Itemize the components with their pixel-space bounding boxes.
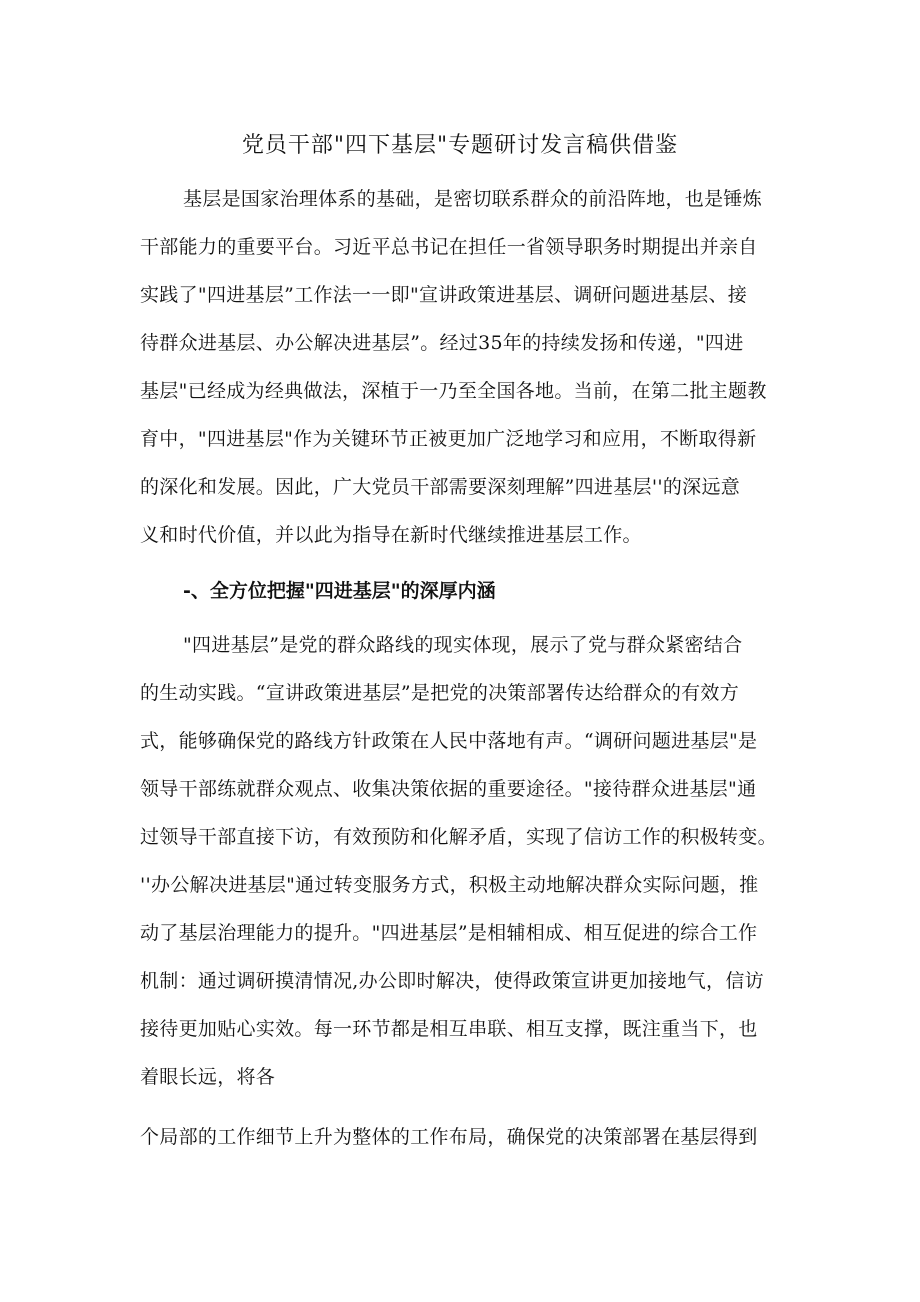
paragraph-3-line: 个局部的工作细节上升为整体的工作布局，确保党的决策部署在基层得到 — [140, 1126, 758, 1148]
paragraph-2-line: 接待更加贴心实效。每一环节都是相互串联、相互支撑，既注重当下，也 — [140, 1018, 758, 1040]
paragraph-1-line: 的深化和发展。因此，广大党员干部需要深刻理解”四进基层''的深远意 — [140, 476, 741, 498]
paragraph-2-line: "四进基层”是党的群众路线的现实体现，展示了党与群众紧密结合 — [183, 634, 743, 656]
paragraph-1-line: 育中，"四进基层"作为关键环节正被更加广泛地学习和应用，不断取得新 — [140, 428, 757, 450]
paragraph-1-line: 干部能力的重要平台。习近平总书记在担任一省领导职务时期提出并亲自 — [140, 236, 758, 258]
paragraph-1-line: 基层是国家治理体系的基础，是密切联系群众的前沿阵地，也是锤炼 — [183, 188, 763, 210]
paragraph-1-line: 基层"已经成为经典做法，深植于一乃至全国各地。当前，在第二批主题教 — [140, 380, 767, 402]
paragraph-2-line: 着眼长远，将各 — [140, 1066, 276, 1088]
paragraph-2-line: 动了基层治理能力的提升。"四进基层”是相辅相成、相互促进的综合工作 — [140, 922, 758, 944]
paragraph-2-line: 机制：通过调研摸清情况,办公即时解决，使得政策宣讲更加接地气，信访 — [140, 970, 764, 992]
paragraph-1-line: 义和时代价值，并以此为指导在新时代继续推进基层工作。 — [140, 524, 642, 546]
paragraph-1-line: 待群众进基层、办公解决进基层”。经过35年的持续发扬和传递，"四进 — [140, 332, 744, 354]
paragraph-2-line: 过领导干部直接下访，有效预防和化解矛盾，实现了信访工作的积极转变。 — [140, 826, 777, 848]
paragraph-2-line: 式，能够确保党的路线方针政策在人民中落地有声。“调研问题进基层"是 — [140, 730, 758, 752]
paragraph-1-line: 实践了"四进基层”工作法一一即"宣讲政策进基层、调研问题进基层、接 — [140, 284, 748, 306]
paragraph-2-line: 领导干部练就群众观点、收集决策依据的重要途径。"接待群众进基层"通 — [140, 778, 757, 800]
paragraph-2-line: 的生动实践。“宣讲政策进基层”是把党的决策部署传达给群众的有效方 — [140, 682, 740, 704]
document-title: 党员干部"四下基层"专题研讨发言稿供借鉴 — [241, 133, 679, 158]
section-heading: -、全方位把握"四进基层"的深厚内涵 — [183, 580, 496, 602]
paragraph-2-line: ''办公解决进基层"通过转变服务方式，积极主动地解决群众实际问题，推 — [140, 874, 759, 896]
